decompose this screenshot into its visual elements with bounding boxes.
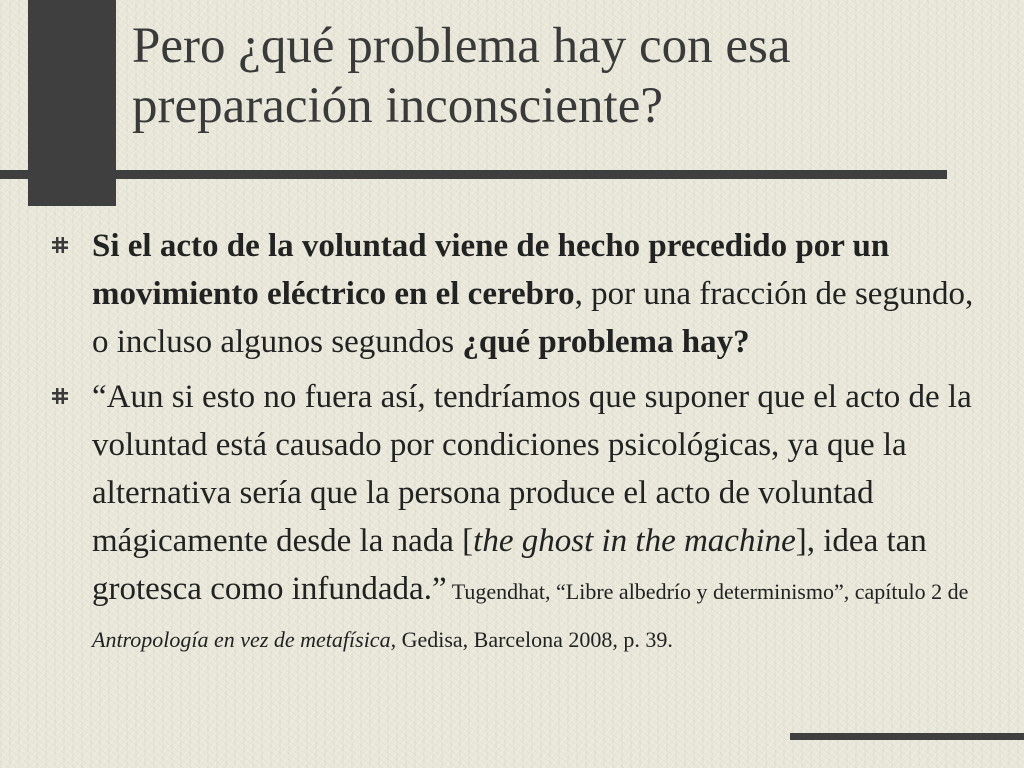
bullet-item-2	[50, 373, 990, 661]
bullet-marker-icon	[52, 237, 68, 253]
slide-title	[132, 16, 992, 136]
bullet-1-text: , por una fracción de segundo, o incluso algunos segundos	[92, 276, 974, 360]
citation-text-start: Tugendhat, “Libre albedrío y determinismo”, capítulo 2 de	[446, 579, 969, 604]
quote-text-end: ], idea tan grotesca como infundada.”	[92, 523, 927, 607]
quote-text-start: “Aun si esto no fuera así, tendríamos que suponer que el acto de la voluntad está causado por condiciones psicológicas, ya que la alternativa sería que la persona produce el acto de voluntad mágicamente desde la nada [	[92, 379, 972, 559]
bullet-list	[50, 222, 990, 661]
bullet-1-bold-question: ¿qué problema hay?	[462, 324, 750, 360]
title-underline-bar	[0, 170, 947, 179]
bottom-right-bar	[790, 733, 1024, 740]
quote-italic-phrase: the ghost in the machine	[473, 523, 796, 559]
title-line-1: Pero ¿qué problema hay con esa	[132, 18, 791, 74]
citation-text-end: Gedisa, Barcelona 2008, p. 39.	[396, 627, 673, 652]
bullet-marker-icon	[52, 388, 68, 404]
citation-book-title: Antropología en vez de metafísica,	[92, 627, 397, 652]
bullet-item-1	[50, 222, 990, 366]
bullet-1-bold-lead: Si el acto de la voluntad viene de hecho precedido por un movimiento eléctrico en el cerebro	[92, 228, 890, 312]
title-line-2: preparación inconsciente?	[132, 78, 663, 134]
